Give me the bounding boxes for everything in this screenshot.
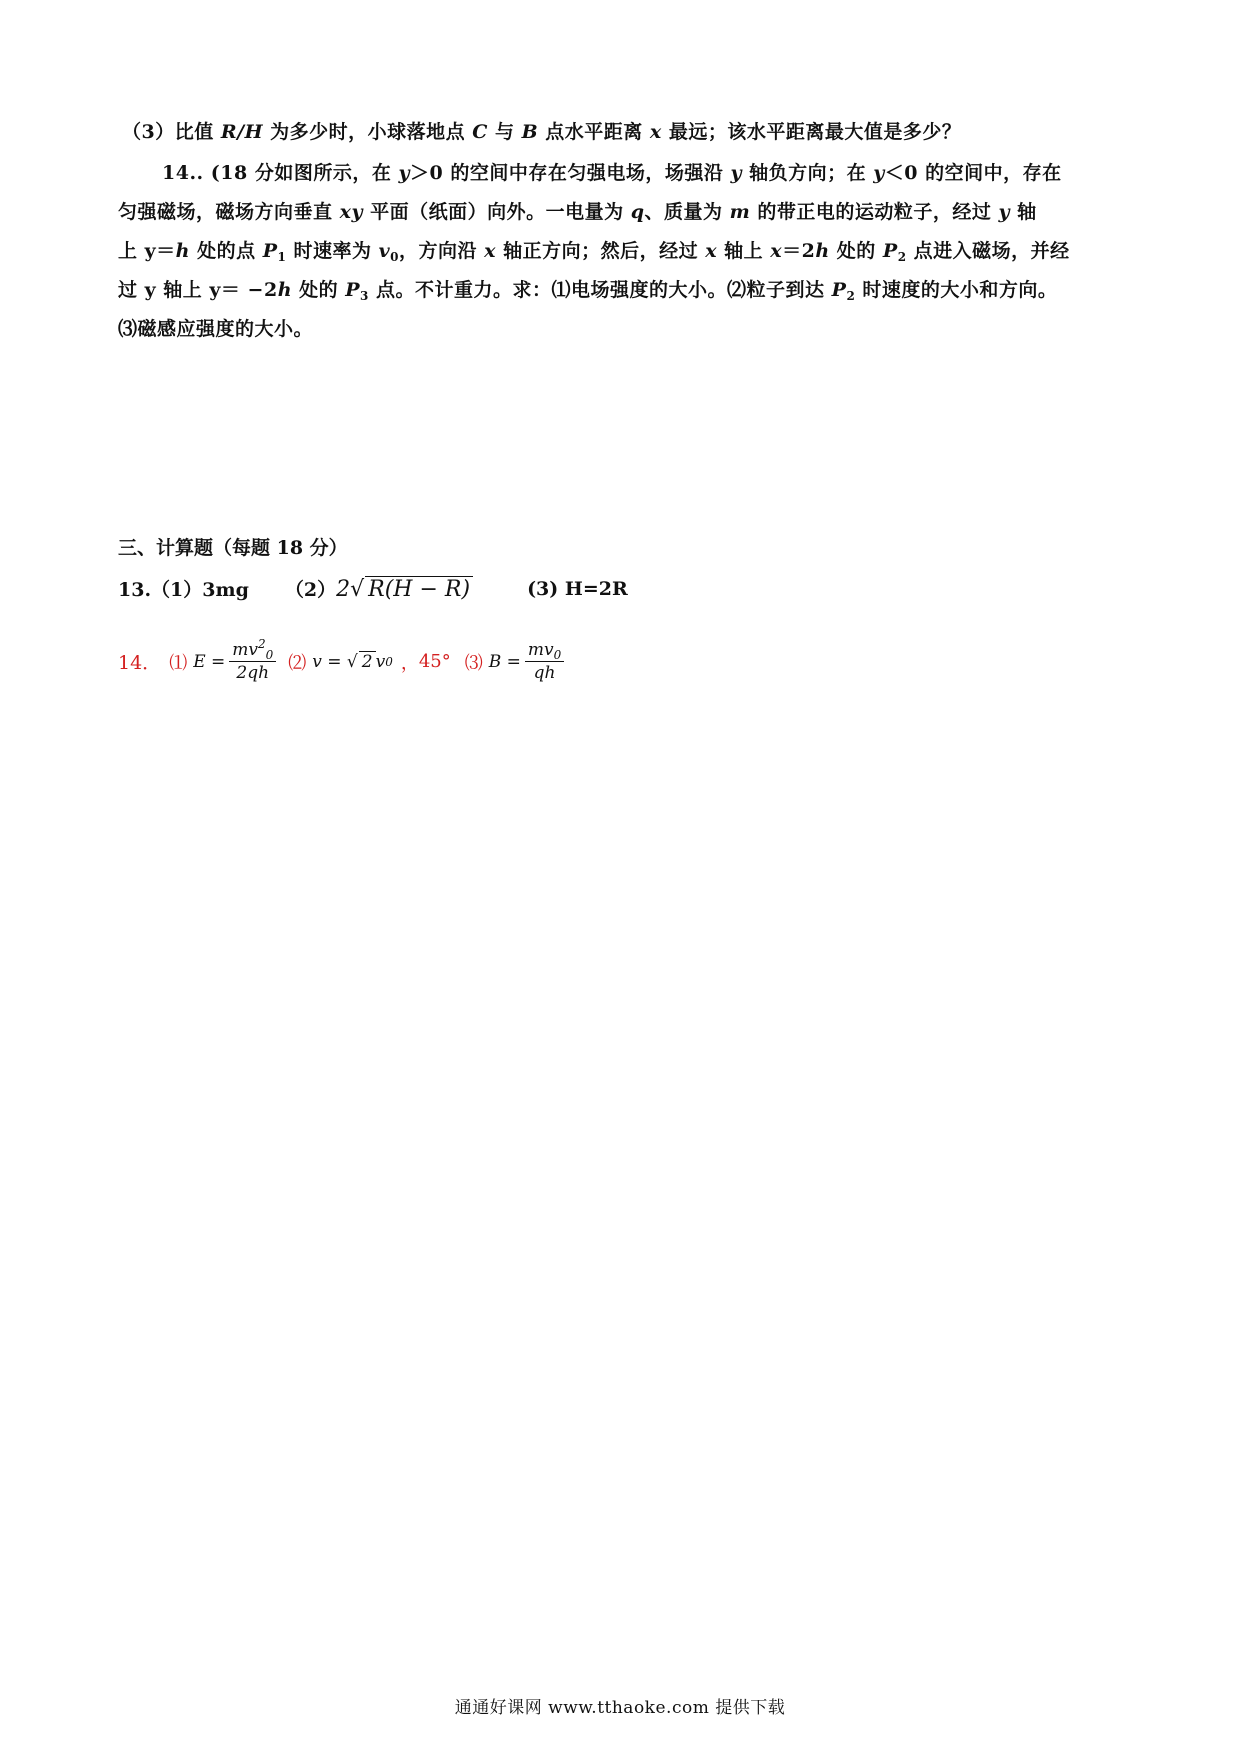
formula-e: E = $\frac{mv^2_0}{2qh}$ (193, 640, 280, 683)
answer-13-part-2-expr: 2√ R(H − R) (336, 576, 473, 602)
ratio-symbol: R/H (220, 121, 264, 143)
answer-14 (118, 637, 576, 683)
answer-14-part-2-label: ⑵ (288, 652, 307, 674)
text: 最远；该水平距离最大值是多少？ (661, 121, 962, 143)
q14-line-3: 上 y＝h 处的点 $P_1$ 时速率为 $v_0$，方向沿 x 轴正方向；然后，经过 x 轴上 x＝2h 处的 $P_2$ 点进入磁场，并经 (118, 240, 1070, 264)
var-x: x (649, 121, 662, 143)
footer-credit: 通通好课网 www.tthaoke.com 提供下载 (454, 1698, 786, 1718)
answer-13-part-1: 13.（1）3mg (118, 579, 249, 601)
point-c: C (472, 121, 488, 143)
q14-line-4: 过 y 轴上 y＝ −2h 处的 $P_3$ 点。不计重力。求：⑴电场强度的大小。⑵粒子到达 $P_2$ 时速度的大小和方向。 (118, 279, 1058, 303)
text: （3）比值 (122, 121, 221, 143)
answer-13-part-2-label: （2） (284, 579, 337, 601)
q14-line-1: 14.. (18 分如图所示，在 y＞0 的空间中存在匀强电场，场强沿 y 轴负方向；在 y＜0 的空间中，存在 (162, 162, 1062, 184)
q14-line-2: 匀强磁场，磁场方向垂直 xy 平面（纸面）向外。一电量为 q、质量为 m 的带正电的运动粒子，经过 y 轴 (118, 201, 1037, 223)
answer-13-part-3: (3) H=2R (527, 577, 628, 600)
formula-v: v = √ 2 v 0 (312, 651, 393, 672)
point-b: B (521, 121, 539, 143)
question-14 (118, 154, 1128, 349)
answer-14-part-1-label: ⑴ (169, 652, 188, 674)
answer-13 (118, 575, 628, 602)
text: 为多少时，小球落地点 (263, 121, 473, 143)
angle-value: 45° (418, 651, 451, 672)
text: 与 (487, 121, 522, 143)
section-heading: 三、计算题（每题 18 分） (118, 537, 348, 559)
separator: ， (400, 652, 419, 674)
formula-b: B = $\frac{mv_0}{qh}$ (489, 640, 569, 683)
answer-14-part-3-label: ⑶ (464, 652, 483, 674)
q14-line-5: ⑶磁感应强度的大小。 (118, 318, 314, 340)
answer-14-label: 14． (118, 652, 162, 674)
question-3-part (122, 113, 1132, 152)
text: 点水平距离 (538, 121, 650, 143)
